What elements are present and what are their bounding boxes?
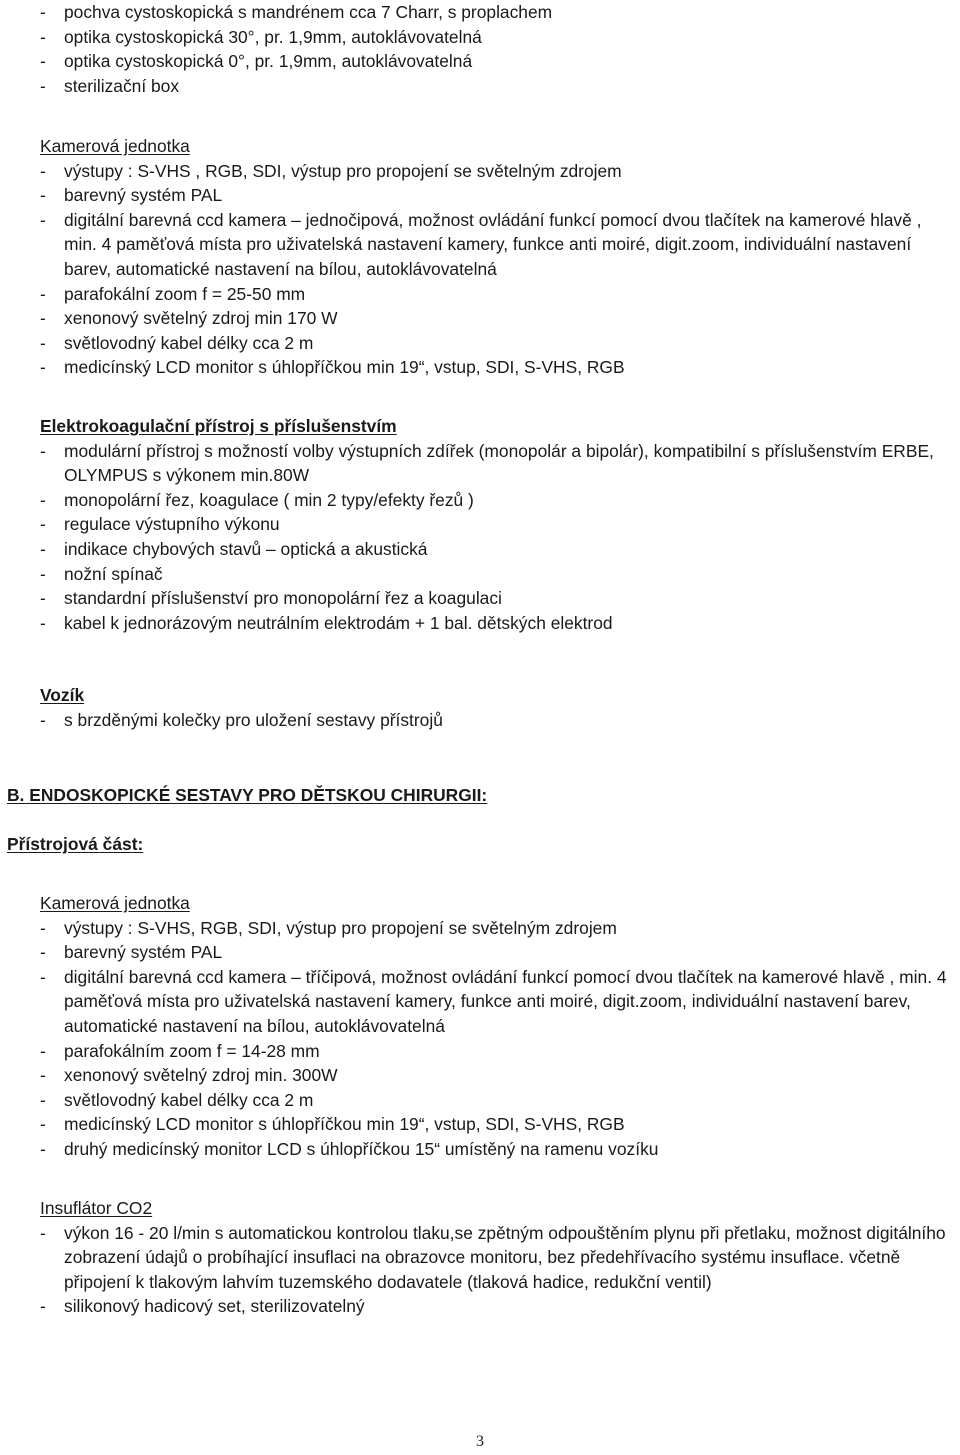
- list-item: - parafokálním zoom f = 14-28 mm: [40, 1040, 320, 1061]
- list-item: - druhý medicínský monitor LCD s úhlopříčkou 15“ umístěný na ramenu vozíku: [40, 1138, 659, 1159]
- electrocoagulation-section: [0, 414, 960, 635]
- list-item: - pochva cystoskopická s mandrénem cca 7 Charr, s proplachem: [40, 2, 553, 22]
- list-item: - xenonový světelný zdroj min 170 W: [40, 308, 338, 329]
- list-item: - medicínský LCD monitor s úhlopříčkou min 19“, vstup, SDI, S-VHS, RGB: [40, 1114, 625, 1135]
- list-item: - barevný systém PAL: [40, 185, 223, 206]
- list-item: - výstupy : S-VHS, RGB, SDI, výstup pro propojení se světelným zdrojem: [40, 917, 617, 938]
- list-item: - medicínský LCD monitor s úhlopříčkou min 19“, vstup, SDI, S-VHS, RGB: [40, 357, 625, 378]
- section-heading: Vozík: [40, 685, 85, 705]
- list-item: - indikace chybových stavů – optická a akustická: [40, 538, 428, 559]
- page-number: 3: [476, 1433, 484, 1450]
- list-item: - regulace výstupního výkonu: [40, 514, 280, 535]
- list-item: - barevný systém PAL: [40, 942, 223, 963]
- cart-section: [0, 683, 960, 732]
- list-item: - parafokální zoom f = 25-50 mm: [40, 283, 306, 304]
- list-item: - světlovodný kabel délky cca 2 m: [40, 1089, 314, 1110]
- list-item: - nožní spínač: [40, 563, 163, 584]
- camera-unit-section: [0, 134, 960, 380]
- list-item: - optika cystoskopická 30°, pr. 1,9mm, autoklávovatelná: [40, 26, 482, 47]
- list-item: - xenonový světelný zdroj min. 300W: [40, 1065, 338, 1086]
- list-item: - sterilizační box: [40, 75, 180, 96]
- list-item: - kabel k jednorázovým neutrálním elektrodám + 1 bal. dětských elektrod: [40, 612, 613, 633]
- list-item: - světlovodný kabel délky cca 2 m: [40, 332, 314, 353]
- section-heading: Insuflátor CO2: [40, 1198, 153, 1218]
- sub-heading: Přístrojová část:: [7, 834, 144, 854]
- list-item: - výstupy : S-VHS , RGB, SDI, výstup pro propojení se světelným zdrojem: [40, 160, 622, 181]
- section-heading: Elektrokoagulační přístroj s příslušenstvím: [40, 416, 397, 436]
- camera-unit-section: [0, 891, 960, 1162]
- list-item: - výkon 16 - 20 l/min s automatickou kontrolou tlaku,se zpětným odpouštěním plynu při přetlaku, možnost digitálního zobrazení údajů o probíhající insuflaci na obrazovce monitoru, bez předehřívacího systému insuflace. včetně připojení k tlakovým lahvím tuzemského dodavatele (tlaková hadice, redukční ventil): [40, 1222, 946, 1292]
- section-heading: Kamerová jednotka: [40, 136, 190, 156]
- main-heading: B. ENDOSKOPICKÉ SESTAVY PRO DĚTSKOU CHIRURGII:: [7, 785, 488, 805]
- list-item: - digitální barevná ccd kamera – jednočipová, možnost ovládání funkcí pomocí dvou tlačítek na kamerové hlavě , min. 4 paměťová místa pro uživatelská nastavení kamery, funkce anti moiré, digit.zoom, individuální nastavení barev, automatické nastavení na bílou, autoklávovatelná: [40, 209, 922, 279]
- section-heading: Kamerová jednotka: [40, 893, 190, 913]
- list-item: - optika cystoskopická 0°, pr. 1,9mm, autoklávovatelná: [40, 51, 473, 72]
- insufflator-section: [0, 1196, 960, 1319]
- list-item: - standardní příslušenství pro monopolární řez a koagulaci: [40, 588, 502, 609]
- top-list: [0, 0, 960, 98]
- list-item: - digitální barevná ccd kamera – tříčipová, možnost ovládání funkcí pomocí dvou tlačítek na kamerové hlavě , min. 4 paměťová místa pro uživatelská nastavení kamery, funkce anti moiré, digit.zoom, individuální nastavení barev, automatické nastavení na bílou, autoklávovatelná: [40, 966, 947, 1036]
- list-item: - modulární přístroj s možností volby výstupních zdířek (monopolár a bipolár), kompatibilní s příslušenstvím ERBE, OLYMPUS s výkonem min.80W: [40, 440, 934, 486]
- list-item: - silikonový hadicový set, sterilizovatelný: [40, 1296, 365, 1317]
- list-item: - monopolární řez, koagulace ( min 2 typy/efekty řezů ): [40, 489, 474, 510]
- list-item: - s brzděnými kolečky pro uložení sestavy přístrojů: [40, 709, 443, 730]
